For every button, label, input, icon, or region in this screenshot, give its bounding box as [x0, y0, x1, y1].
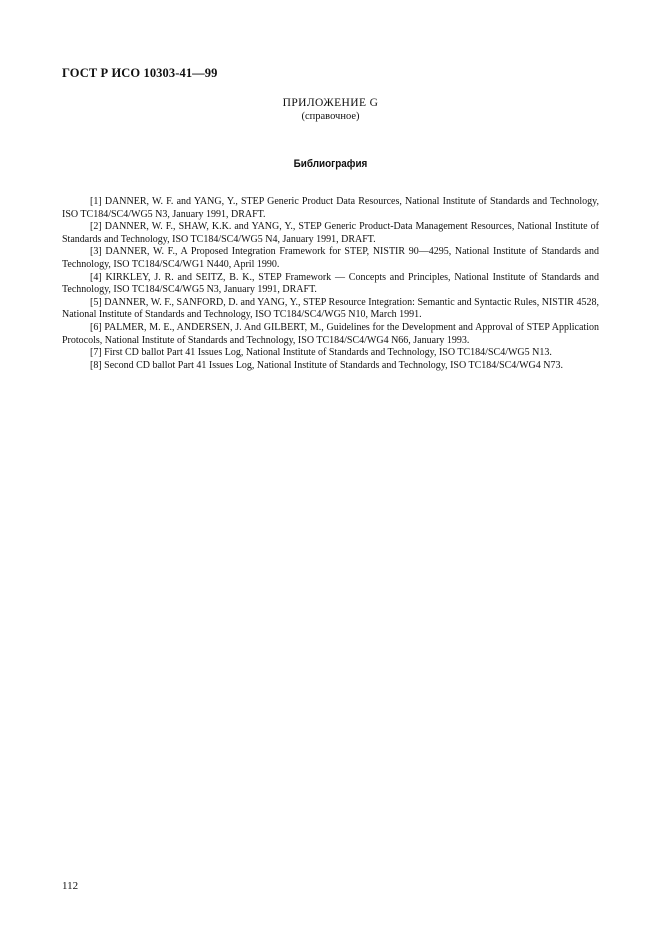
reference-item: [4] KIRKLEY, J. R. and SEITZ, B. K., STEP Framework — Concepts and Principles, National Institute of Standards and Technology, ISO TC184/SC4/WG5 N3, January 1991, DRAFT. [62, 271, 599, 296]
reference-item: [1] DANNER, W. F. and YANG, Y., STEP Generic Product Data Resources, National Institute of Standards and Technology, ISO TC184/SC4/WG5 N3, January 1991, DRAFT. [62, 196, 599, 220]
page-number: 112 [62, 880, 79, 892]
annex-subtitle: (справочное) [301, 111, 360, 122]
reference-item: [8] Second CD ballot Part 41 Issues Log, National Institute of Standards and Technology, ISO TC184/SC4/WG4 N73. [90, 359, 563, 371]
reference-item: [3] DANNER, W. F., A Proposed Integration Framework for STEP, NISTIR 90—4295, National Institute of Standards and Technology, ISO TC184/SC4/WG1 N440, April 1990. [62, 246, 599, 270]
reference-item: [6] PALMER, M. E., ANDERSEN, J. And GILBERT, M., Guidelines for the Development and Approval of STEP Application Protocols, National Institute of Standards and Technology, ISO TC184/SC4/WG4 N66, January 1993. [62, 321, 599, 346]
annex-title: ПРИЛОЖЕНИЕ G [282, 97, 379, 109]
standard-code: ГОСТ Р ИСО 10303-41—99 [62, 66, 218, 80]
reference-list [62, 196, 599, 372]
reference-item: [7] First CD ballot Part 41 Issues Log, National Institute of Standards and Technology, ISO TC184/SC4/WG5 N13. [90, 347, 552, 359]
bibliography-title: Библиография [293, 158, 368, 170]
reference-item: [5] DANNER, W. F., SANFORD, D. and YANG, Y., STEP Resource Integration: Semantic and Syntactic Rules, NISTIR 4528, National Institute of Standards and Technology, ISO TC184/SC4/WG5 N10, March 1991. [62, 296, 599, 321]
reference-item: [2] DANNER, W. F., SHAW, K.K. and YANG, Y., STEP Generic Product-Data Management Resources, National Institute of Standards and Technology, ISO TC184/SC4/WG5 N4, January 1991, DRAFT. [62, 221, 599, 245]
